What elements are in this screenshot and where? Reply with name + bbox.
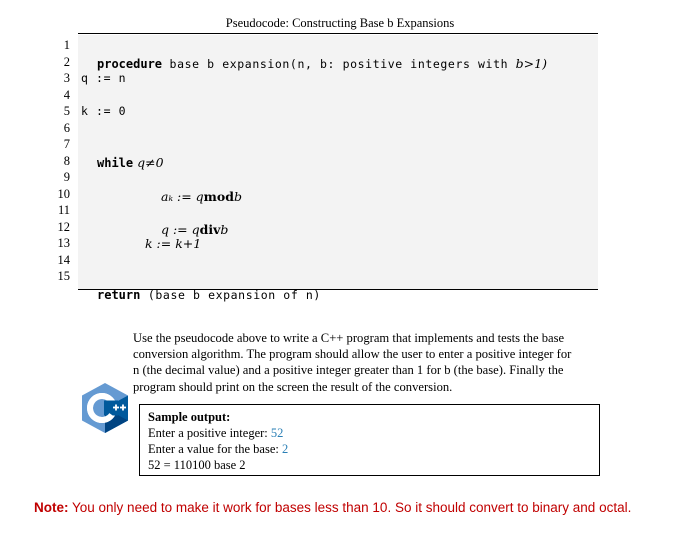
while-condition: q≠0	[137, 155, 164, 170]
note-label: Note:	[34, 500, 69, 515]
line-number: 13	[57, 236, 70, 250]
pseudocode-title: Pseudocode: Constructing Base b Expansions	[225, 16, 455, 30]
div-rhs: b	[220, 222, 229, 237]
sample-result: 52 = 110100 base 2	[148, 458, 246, 472]
note-text: You only need to make it work for bases less than 10. So it should convert to binary and octal.	[68, 500, 632, 515]
procedure-condition: b>1)	[515, 56, 547, 71]
prompt-text: Enter a value for the base:	[148, 442, 282, 456]
instructions-line: n (the decimal value) and a positive integer greater than 1 for b (the base). Finally the	[133, 363, 564, 378]
instructions-line: Use the pseudocode above to write a C++ program that implements and tests the base	[133, 331, 565, 345]
keyword-return: return	[97, 288, 141, 302]
user-input-integer: 52	[270, 426, 284, 440]
instructions-paragraph	[133, 330, 611, 395]
line-number: 5	[63, 104, 70, 118]
line-number: 10	[57, 187, 70, 201]
line-number: 14	[57, 253, 70, 267]
sample-prompt-base	[148, 442, 288, 457]
sample-output-title: Sample output:	[148, 410, 231, 424]
line-number: 1	[63, 38, 70, 52]
code-line-procedure	[81, 37, 547, 91]
instructions-line: conversion algorithm. The program should allow the user to enter a positive integer for	[133, 347, 572, 362]
mod-lhs: aₖ := q	[161, 189, 204, 204]
user-input-base: 2	[281, 442, 289, 456]
procedure-signature: base b expansion(n, b: positive integers with	[162, 57, 516, 71]
code-line-assign-k: k := 0	[81, 104, 127, 118]
line-number: 7	[63, 137, 70, 151]
line-number: 2	[63, 55, 70, 69]
div-operator: div	[199, 222, 221, 237]
cpp-logo-icon	[82, 383, 128, 433]
line-number: 15	[57, 269, 70, 283]
line-number: 9	[63, 170, 70, 184]
sample-output-box	[139, 404, 600, 476]
line-number: 4	[63, 88, 70, 102]
mod-rhs: b	[233, 189, 242, 204]
mod-operator: mod	[203, 189, 234, 204]
code-line-assign-q: q := n	[81, 71, 127, 85]
line-number: 11	[57, 203, 70, 217]
div-lhs: q := q	[161, 222, 200, 237]
line-number: 8	[63, 154, 70, 168]
line-number: 6	[63, 121, 70, 135]
code-line-increment-k: k := k+1	[145, 236, 202, 251]
code-line-return	[81, 268, 321, 322]
keyword-while: while	[97, 156, 134, 170]
pseudocode-top-rule	[78, 33, 598, 34]
note-paragraph	[34, 498, 634, 518]
prompt-text: Enter a positive integer:	[148, 426, 271, 440]
instructions-line: program should print on the screen the result of the conversion.	[133, 379, 453, 394]
sample-prompt-integer	[148, 426, 283, 441]
line-number: 3	[63, 71, 70, 85]
line-number: 12	[57, 220, 70, 234]
return-value: (base b expansion of n)	[140, 288, 321, 302]
keyword-procedure: procedure	[97, 57, 163, 71]
